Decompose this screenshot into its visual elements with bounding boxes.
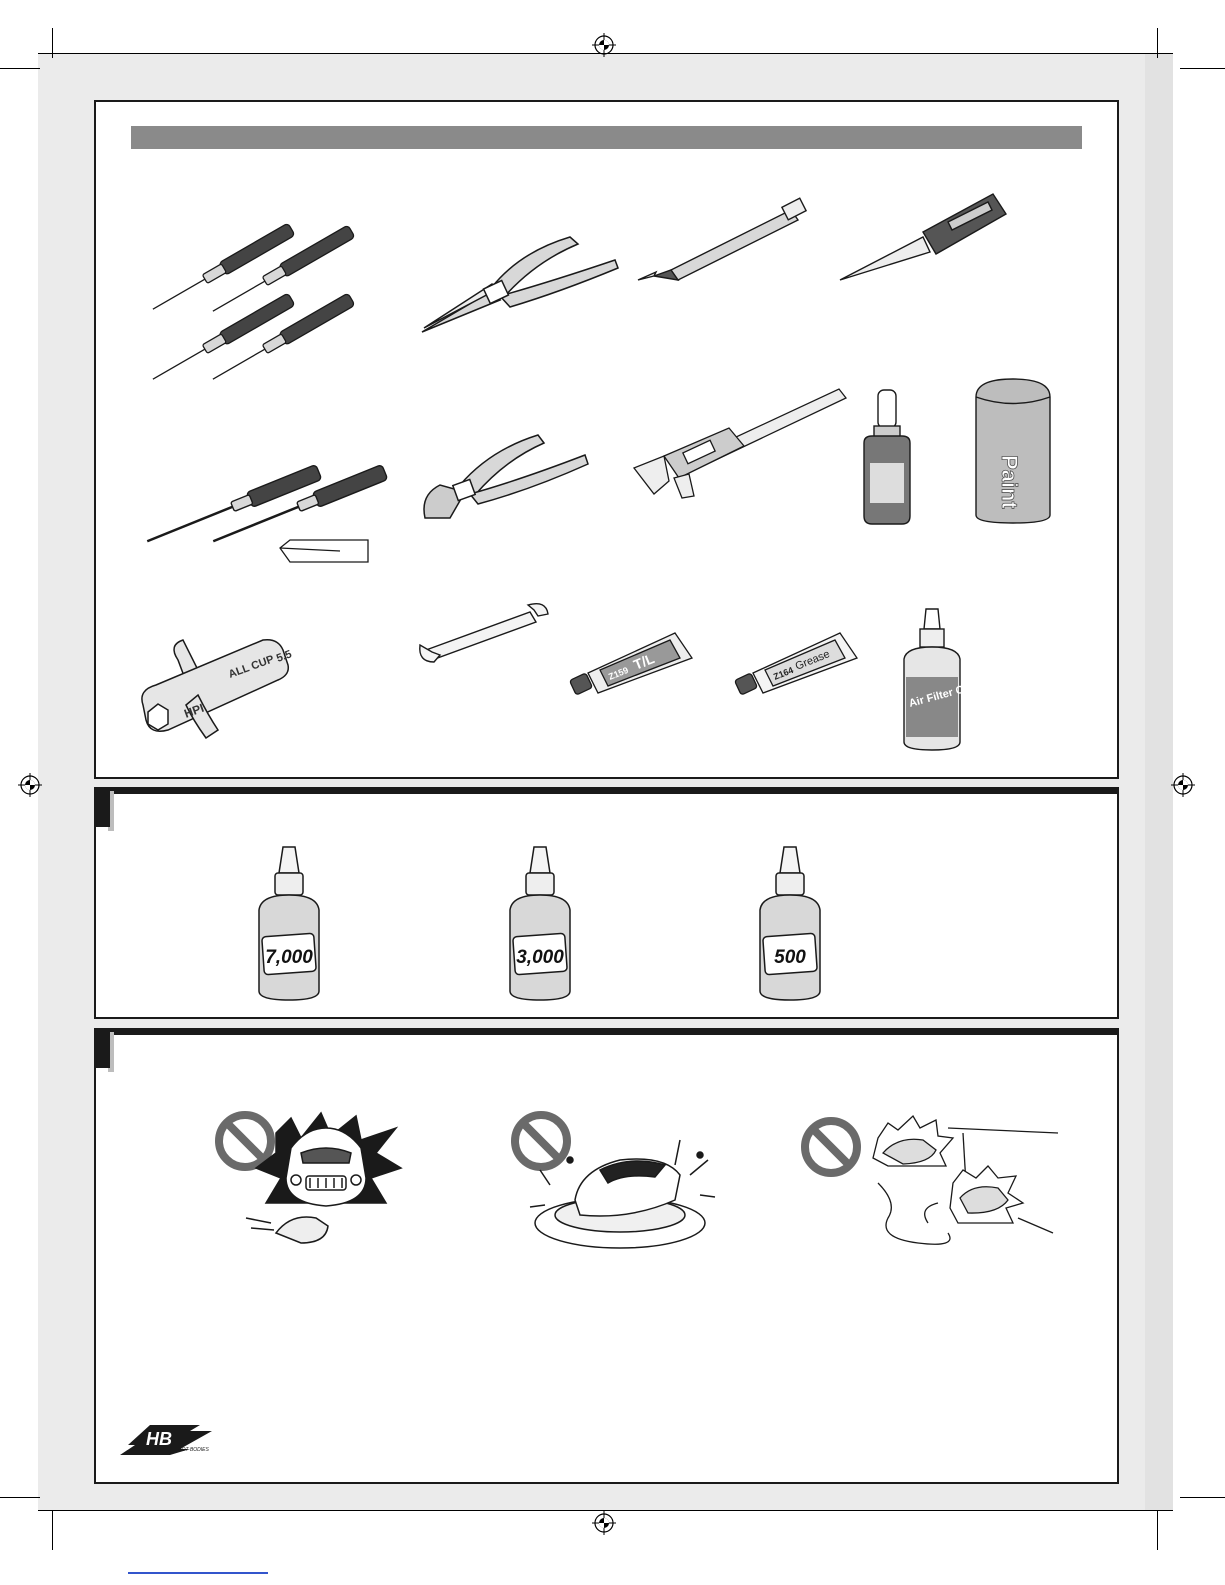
page-margin-strip [1145, 53, 1173, 1511]
cement-bottle-icon [860, 388, 915, 528]
car-crash-wall-scene [858, 1108, 1058, 1258]
threadlock-tube-icon [570, 628, 695, 695]
air-filter-oil-label: Air Filter Oil [907, 682, 972, 710]
flat-wrench-icon [418, 600, 550, 665]
grease-code: Z164 [772, 664, 795, 682]
cross-wrench-icon [138, 620, 308, 742]
threadlock-name: T/L [631, 650, 657, 673]
vernier-caliper-icon [634, 386, 850, 498]
hex-drivers-icon [140, 220, 390, 385]
oil-bottle-label: 3,000 [516, 947, 564, 968]
oils-panel [94, 787, 1119, 1019]
body-reamer-icon [838, 192, 1008, 284]
cross-wrench-brand: HPI [182, 700, 206, 721]
grease-tube-icon [735, 628, 860, 695]
car-collision-scene [246, 1108, 406, 1258]
no-entry-icon [800, 1116, 862, 1178]
oil-bottle-icon [756, 845, 824, 1003]
grease-name: Grease [793, 648, 832, 673]
registration-mark-left [18, 773, 42, 797]
hb-logo [120, 1423, 215, 1456]
logo-text: HB [146, 1429, 172, 1449]
registration-mark-right [1171, 773, 1195, 797]
cross-wrench-size: 5.5 [274, 648, 294, 665]
water-splash-scene [530, 1115, 715, 1255]
threadlock-code: Z159 [607, 664, 630, 682]
registration-mark-top [592, 33, 616, 57]
oil-bottle-label: 500 [774, 947, 806, 968]
paint-label: Paint [997, 455, 1022, 509]
tools-header-bar [131, 126, 1082, 149]
side-cutters-icon [420, 430, 590, 522]
bottom-link-underline [128, 1572, 268, 1574]
screwdrivers-icon [140, 460, 390, 570]
oil-bottle-label: 7,000 [265, 947, 313, 968]
paint-can-icon [972, 375, 1054, 525]
registration-mark-bottom [592, 1511, 616, 1535]
needle-nose-pliers-icon [420, 232, 625, 337]
cross-wrench-text: ALL CUP [226, 653, 276, 681]
oil-bottle-icon [506, 845, 574, 1003]
logo-subtext: HOT BODIES [178, 1447, 209, 1453]
oil-bottle-icon [255, 845, 323, 1003]
hobby-knife-icon [636, 200, 808, 282]
air-filter-oil-bottle-icon [898, 607, 972, 752]
